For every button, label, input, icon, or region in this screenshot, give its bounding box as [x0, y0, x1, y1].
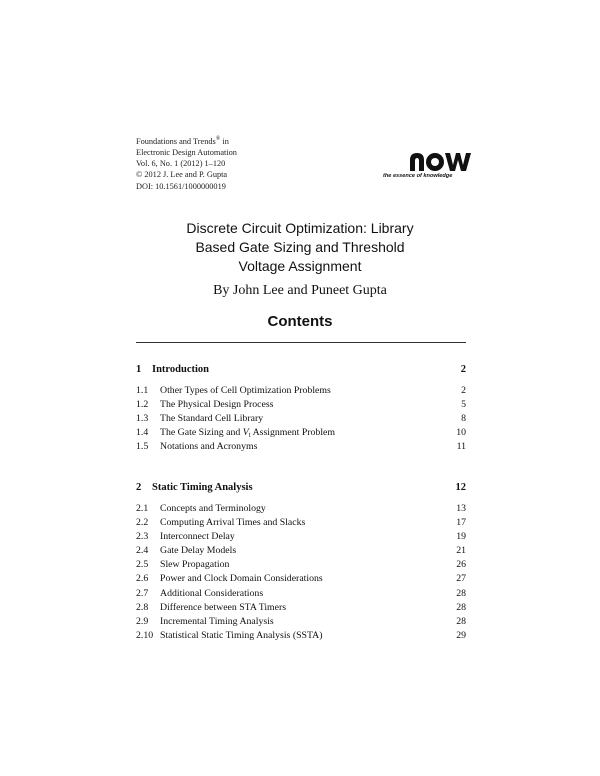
toc-entry[interactable]: [136, 516, 466, 530]
section-number: 2.10: [136, 629, 154, 641]
toc-entry[interactable]: [136, 601, 466, 615]
authors: By John Lee and Puneet Gupta: [213, 283, 387, 298]
section-number: 1.5: [136, 441, 149, 453]
section-title: Power and Clock Domain Considerations: [160, 573, 323, 585]
section-page: 17: [456, 517, 466, 529]
chapter-heading[interactable]: [136, 363, 466, 377]
section-number: 1.3: [136, 413, 149, 425]
volume-info: Vol. 6, No. 1 (2012) 1–120: [136, 159, 226, 169]
section-number: 2.5: [136, 559, 149, 571]
toc-entry[interactable]: [136, 440, 466, 454]
section-page: 11: [456, 441, 466, 453]
logo-tagline: the essence of knowledge: [383, 173, 453, 179]
section-page: 21: [456, 545, 466, 557]
section-number: 2.4: [136, 545, 149, 557]
section-title: Statistical Static Timing Analysis (SSTA): [160, 629, 323, 641]
chapter-heading[interactable]: [136, 481, 466, 495]
section-title: Additional Considerations: [160, 587, 264, 599]
section-page: 28: [456, 615, 466, 627]
title-line-1: Discrete Circuit Optimization: Library: [186, 220, 414, 236]
chapter-1: [136, 363, 466, 454]
section-number: 2.2: [136, 517, 149, 529]
section-page: 13: [456, 503, 466, 514]
section-number: 2.9: [136, 615, 149, 627]
toc-entry[interactable]: [136, 615, 466, 629]
section-title: Computing Arrival Times and Slacks: [160, 517, 306, 529]
section-page: 5: [461, 399, 466, 411]
section-title: Incremental Timing Analysis: [160, 615, 274, 627]
title-line-3: Voltage Assignment: [238, 258, 362, 274]
section-page: 19: [456, 531, 466, 543]
toc-entry[interactable]: [136, 384, 466, 398]
section-title: The Standard Cell Library: [160, 413, 264, 425]
section-number: 2.1: [136, 503, 149, 514]
section-page: 10: [456, 427, 466, 439]
doi: DOI: 10.1561/1000000019: [136, 181, 226, 191]
section-title: The Gate Sizing and $V_t$ Assignment Problem: [160, 427, 336, 440]
contents-heading: Contents: [267, 313, 333, 330]
toc-entry[interactable]: [136, 398, 466, 412]
section-title: Difference between STA Timers: [160, 601, 287, 613]
toc-entry[interactable]: [136, 629, 466, 643]
section-title: Gate Delay Models: [160, 545, 237, 557]
section-page: 28: [456, 601, 466, 613]
section-number: 2.8: [136, 601, 149, 613]
section-title: Slew Propagation: [160, 559, 230, 571]
chapter-2: [136, 481, 466, 643]
chapter-page: 2: [460, 364, 466, 375]
title-line-2: Based Gate Sizing and Threshold: [195, 239, 405, 255]
section-number: 2.3: [136, 531, 149, 543]
toc-entry[interactable]: [136, 544, 466, 558]
toc-entry[interactable]: [136, 572, 466, 586]
now-logo-icon: [383, 150, 473, 172]
section-number: 2.6: [136, 573, 149, 585]
section-number: 2.7: [136, 587, 149, 599]
toc-entry[interactable]: [136, 558, 466, 572]
section-page: 2: [461, 385, 466, 396]
section-title: The Physical Design Process: [160, 399, 274, 411]
section-number: 1.2: [136, 399, 149, 411]
section-number: 1.1: [136, 385, 149, 396]
chapter-title: Introduction: [152, 364, 209, 375]
copyright-notice: © 2012 J. Lee and P. Gupta: [136, 170, 228, 180]
book-title: [120, 219, 480, 276]
journal-name: Foundations and Trends® in: [136, 136, 229, 146]
publication-info: [136, 134, 237, 192]
journal-subject: Electronic Design Automation: [136, 147, 237, 157]
chapter-number: 1: [136, 364, 142, 375]
section-page: 29: [456, 629, 466, 641]
chapter-page: 12: [455, 482, 466, 493]
section-title: Concepts and Terminology: [160, 503, 266, 514]
chapter-title: Static Timing Analysis: [152, 482, 253, 493]
divider: [136, 342, 466, 343]
toc-entry[interactable]: [136, 587, 466, 601]
section-page: 28: [456, 587, 466, 599]
chapter-number: 2: [136, 482, 142, 493]
section-number: 1.4: [136, 427, 149, 439]
toc-entry[interactable]: [136, 530, 466, 544]
section-page: 26: [456, 559, 466, 571]
section-page: 8: [461, 413, 466, 425]
section-title: Interconnect Delay: [160, 531, 235, 543]
toc-entry[interactable]: [136, 502, 466, 516]
toc-entry[interactable]: [136, 426, 466, 440]
section-title: Notations and Acronyms: [160, 441, 258, 453]
section-title: Other Types of Cell Optimization Problems: [160, 385, 331, 396]
section-page: 27: [456, 573, 466, 585]
publisher-logo: [383, 150, 473, 179]
toc-entry[interactable]: [136, 412, 466, 426]
